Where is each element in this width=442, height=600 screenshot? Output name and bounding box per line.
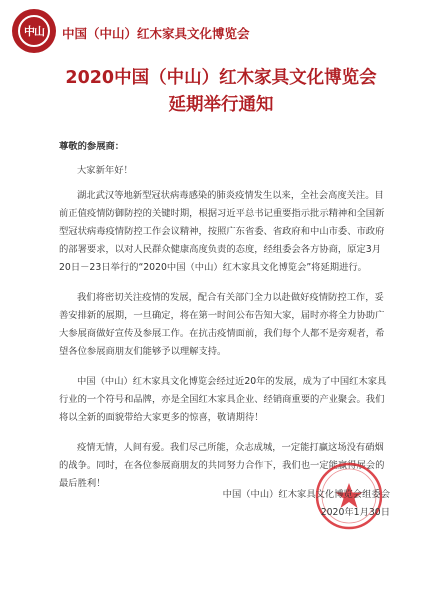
logo-ring	[18, 15, 50, 47]
signature-organizer: 中国（中山）红木家具文化博览会组委会	[222, 489, 390, 500]
greeting: 尊敬的参展商：	[59, 141, 125, 152]
expo-logo	[12, 9, 56, 53]
paragraph-arrangement: 我们将密切关注疫情的发展，配合有关部门全力以赴做好疫情防控工作，妥善安排新的展期，一旦确定，将在第一时间公布告知大家，届时亦将全力协助广大参展商做好宣传及参展工作。在抗击疫情面前，我们每个人都不是旁观者，希望各位参展商朋友们能够予以理解支持。	[59, 292, 385, 357]
paragraph-expo-history: 中国（中山）红木家具文化博览会经过近20年的发展，成为了中国红木家具行业的一个符号和品牌，亦是全国红木家具企业、经销商重要的产业聚会。我们将以全新的面貌带给大家更多的惊喜，敬请期待！	[59, 376, 387, 423]
paragraph-background: 湖北武汉等地新型冠状病毒感染的肺炎疫情发生以来，全社会高度关注。目前正值疫情防御防控的关键时期，根据习近平总书记重要指示批示精神和全国新型冠状病毒疫情防控工作会议精神，按照广东省委、省政府和中山市委、市政府的部署要求，以对人民群众健康高度负责的态度，经组委会各方协商，原定3月20日－23日举行的“2020中国（中山）红木家具文化博览会”将延期进行。	[59, 190, 385, 273]
paragraph-new-year: 大家新年好！	[77, 165, 133, 176]
logo-text: 中山	[24, 25, 44, 38]
signature-block	[223, 486, 390, 522]
paragraph-closing: 疫情无情，人间有爱。我们尽己所能，众志成城，一定能打赢这场没有硝烟的战争。同时，在各位参展商朋友的共同努力合作下，我们也一定能赢得展会的最后胜利！	[59, 442, 385, 489]
header-title: 中国（中山）红木家具文化博览会	[62, 26, 250, 41]
signature-date: 2020年1月30日	[320, 507, 390, 518]
notice-body	[59, 138, 389, 505]
notice-subtitle: 延期举行通知	[168, 95, 274, 115]
page-header	[0, 0, 442, 64]
notice-title: 2020中国（中山）红木家具文化博览会	[65, 68, 377, 88]
